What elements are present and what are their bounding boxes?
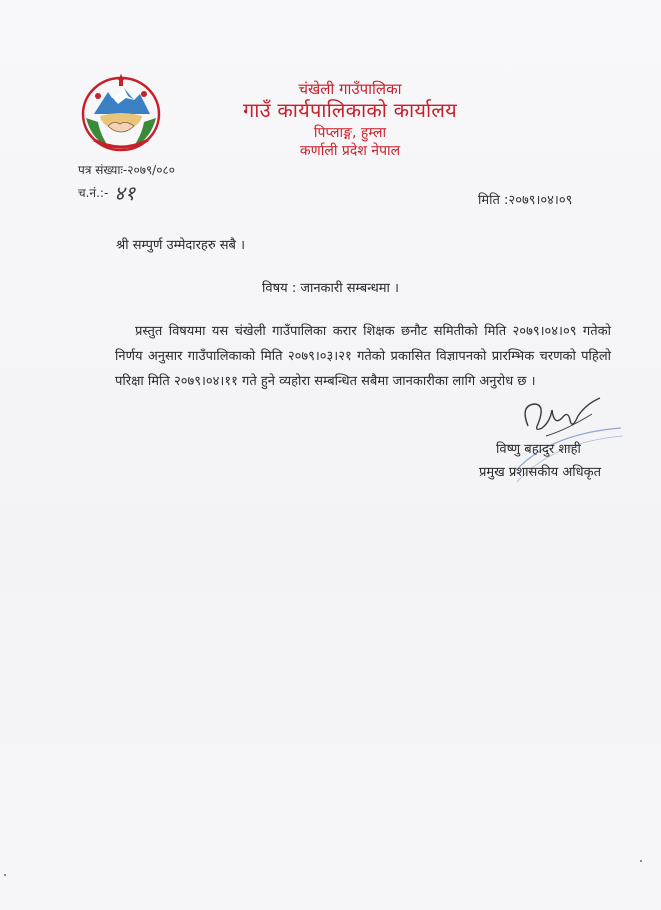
letter-number-label: पत्र संख्याः- (78, 163, 128, 177)
office-location: पिप्लाङ्ग, हुम्ला (313, 125, 387, 141)
nepal-emblem-icon (78, 74, 164, 154)
subject-line: विषय : जानकारी सम्बन्धमा । (262, 281, 399, 296)
letter-date: मिति :२०७९।०४।०९ (478, 193, 573, 208)
office-name: गाउँ कार्यपालिकाको कार्यालय (243, 98, 457, 122)
dispatch-number (78, 176, 135, 203)
addressee: श्री सम्पुर्ण उम्मेदारहरु सबै । (116, 238, 246, 253)
scan-speck (4, 874, 6, 876)
letter-number-value: २०७९/०८० (127, 163, 175, 177)
municipality-name: चंखेली गाउँपालिका (298, 80, 402, 98)
signatory-title: प्रमुख प्रशासकीय अधिकृत (479, 465, 602, 480)
scan-speck (640, 860, 642, 862)
province-name: कर्णाली प्रदेश नेपाल (299, 143, 401, 159)
dispatch-number-value: ४१ (114, 181, 136, 205)
letter-body: प्रस्तुत विषयमा यस चंखेली गाउँपालिका करार शिक्षक छनौट समितीको मिति २०७९।०४।०९ गतेको निर्णय अनुसार गाउँपालिकाको मिति २०७९।०३।२१ गतेको प्रकासित विज्ञापनको प्रारम्भिक चरणको पहिलो परिक्षा मिति २०७९।०४।११ गते हुने व्यहोरा सम्बन्धित सबैमा जानकारीका लागि अनुरोध छ । (115, 324, 611, 389)
dispatch-number-label: च.नं.:- (78, 186, 109, 200)
signatory-name: विष्णु बहादुर शाही (496, 442, 581, 457)
